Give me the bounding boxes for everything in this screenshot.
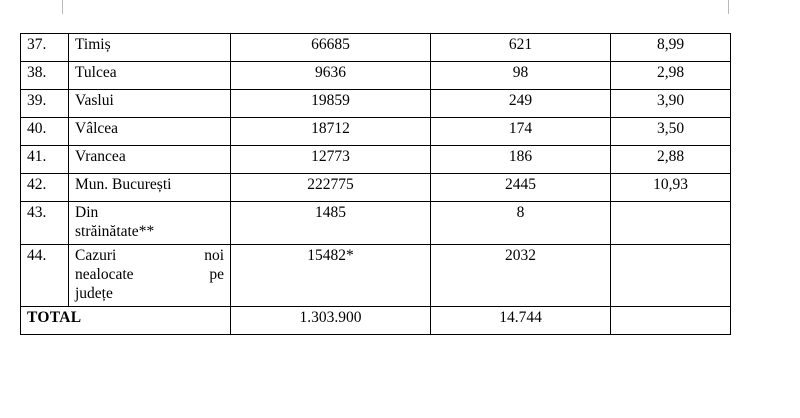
table-row-unallocated	[21, 244, 731, 306]
row-number: 44.	[21, 244, 69, 306]
cases-value: 9636	[231, 62, 431, 90]
county-name-line2: străinătate**	[75, 222, 155, 240]
table-row-total	[21, 306, 731, 334]
statistics-table	[20, 33, 731, 335]
table-row	[21, 62, 731, 90]
cases-value: 12773	[231, 146, 431, 174]
table-row	[21, 174, 731, 202]
cases-value: 19859	[231, 90, 431, 118]
left-margin-tick	[62, 0, 63, 14]
statistics-table-container	[20, 33, 730, 335]
county-name: Vâlcea	[69, 118, 231, 146]
county-name-line2-left: nealocate	[75, 265, 134, 283]
county-name: Vaslui	[69, 90, 231, 118]
deaths-value: 98	[431, 62, 611, 90]
row-number: 42.	[21, 174, 69, 202]
table-row-abroad	[21, 202, 731, 245]
rate-value	[611, 244, 731, 306]
row-number: 38.	[21, 62, 69, 90]
rate-value: 2,98	[611, 62, 731, 90]
county-name: Mun. București	[69, 174, 231, 202]
deaths-value: 174	[431, 118, 611, 146]
table-row	[21, 34, 731, 62]
cases-value: 66685	[231, 34, 431, 62]
rate-value: 3,50	[611, 118, 731, 146]
total-cases-value: 1.303.900	[231, 306, 431, 334]
rate-value: 3,90	[611, 90, 731, 118]
deaths-value: 249	[431, 90, 611, 118]
rate-value: 10,93	[611, 174, 731, 202]
row-number: 43.	[21, 202, 69, 245]
county-name-line2	[75, 266, 224, 285]
county-name-line2-right: pe	[209, 265, 224, 283]
rate-value: 8,99	[611, 34, 731, 62]
county-name-line1-left: Cazuri	[75, 246, 117, 264]
row-number: 37.	[21, 34, 69, 62]
row-number: 40.	[21, 118, 69, 146]
county-name	[69, 244, 231, 306]
deaths-value: 186	[431, 146, 611, 174]
total-rate-value	[611, 306, 731, 334]
cases-value: 15482*	[231, 244, 431, 306]
deaths-value: 8	[431, 202, 611, 245]
table-row	[21, 118, 731, 146]
county-name-line3: județe	[75, 284, 113, 302]
row-number: 41.	[21, 146, 69, 174]
county-name: Tulcea	[69, 62, 231, 90]
county-name: Timiș	[69, 34, 231, 62]
county-name-line1: Din	[75, 204, 99, 221]
cases-value: 222775	[231, 174, 431, 202]
rate-value	[611, 202, 731, 245]
total-label: TOTAL	[21, 306, 231, 334]
cases-value: 18712	[231, 118, 431, 146]
deaths-value: 2032	[431, 244, 611, 306]
county-name-line1	[75, 247, 224, 266]
right-margin-tick	[728, 0, 729, 14]
county-name-line1-right: noi	[204, 246, 224, 264]
total-deaths-value: 14.744	[431, 306, 611, 334]
deaths-value: 2445	[431, 174, 611, 202]
county-name: Vrancea	[69, 146, 231, 174]
cases-value: 1485	[231, 202, 431, 245]
rate-value: 2,88	[611, 146, 731, 174]
row-number: 39.	[21, 90, 69, 118]
table-row	[21, 90, 731, 118]
table-row	[21, 146, 731, 174]
county-name	[69, 202, 231, 245]
deaths-value: 621	[431, 34, 611, 62]
